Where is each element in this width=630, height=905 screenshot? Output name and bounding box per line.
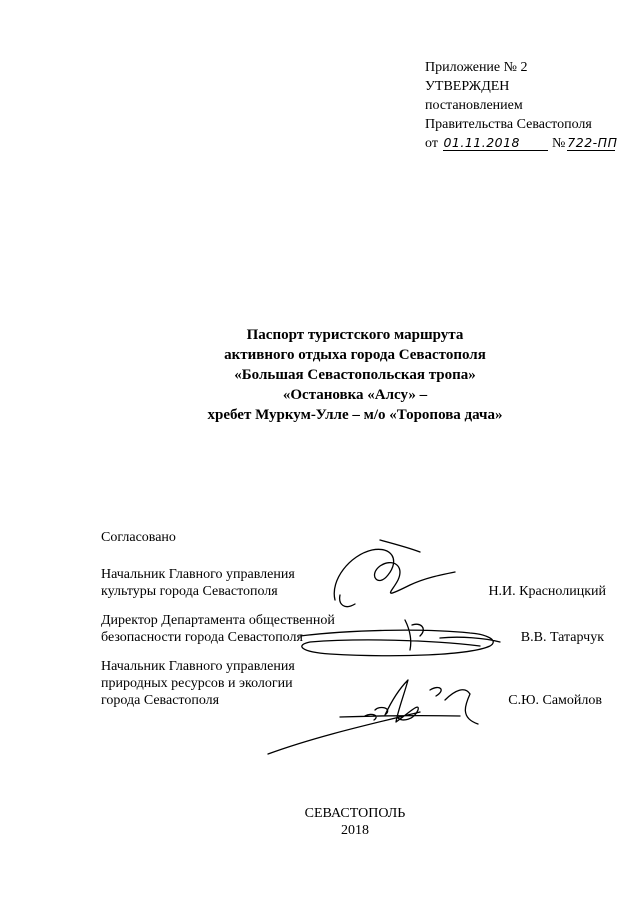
position-line: Начальник Главного управления [101,567,295,582]
position-line: Начальник Главного управления [101,659,295,674]
date-field [443,135,548,151]
document-title [0,325,630,425]
title-line: активного отдыха города Севастополя [224,347,486,363]
government-label: Правительства Севастополя [425,117,592,132]
appendix-label: Приложение № 2 [425,60,528,75]
signer-row [101,612,606,646]
footer-city: СЕВАСТОПОЛЬ [304,806,406,821]
from-label: от [425,136,438,151]
title-line: хребет Муркум-Улле – м/о «Торопова дача» [207,407,503,423]
approved-label: УТВЕРЖДЕН [425,79,510,94]
resolution-label: постановлением [425,98,523,113]
approval-block [425,58,618,153]
signer-name: В.В. Татарчук [520,630,604,645]
signers-list [101,566,606,721]
position-line: культуры города Севастополя [101,584,278,599]
number-label: № [551,136,566,151]
signer-name: Н.И. Краснолицкий [488,584,606,599]
position-line: природных ресурсов и экологии [101,676,293,691]
date-value: 01.11.2018 [443,135,521,150]
position-line: Директор Департамента общественной [101,613,335,628]
agreed-label: Согласовано [101,530,176,545]
title-line: «Остановка «Алсу» – [282,387,428,403]
position-line: города Севастополя [101,693,220,708]
signer-row [101,658,606,709]
signer-row [101,566,606,600]
position-line: безопасности города Севастополя [101,630,303,645]
title-line: Паспорт туристского маршрута [246,327,464,343]
footer-year: 2018 [341,823,369,838]
footer [0,805,630,839]
date-number-line [425,134,618,153]
signer-name: С.Ю. Самойлов [508,693,602,708]
number-value: 722-ПП [567,135,618,150]
title-line: «Большая Севастопольская тропа» [234,367,476,383]
number-field [567,135,618,151]
